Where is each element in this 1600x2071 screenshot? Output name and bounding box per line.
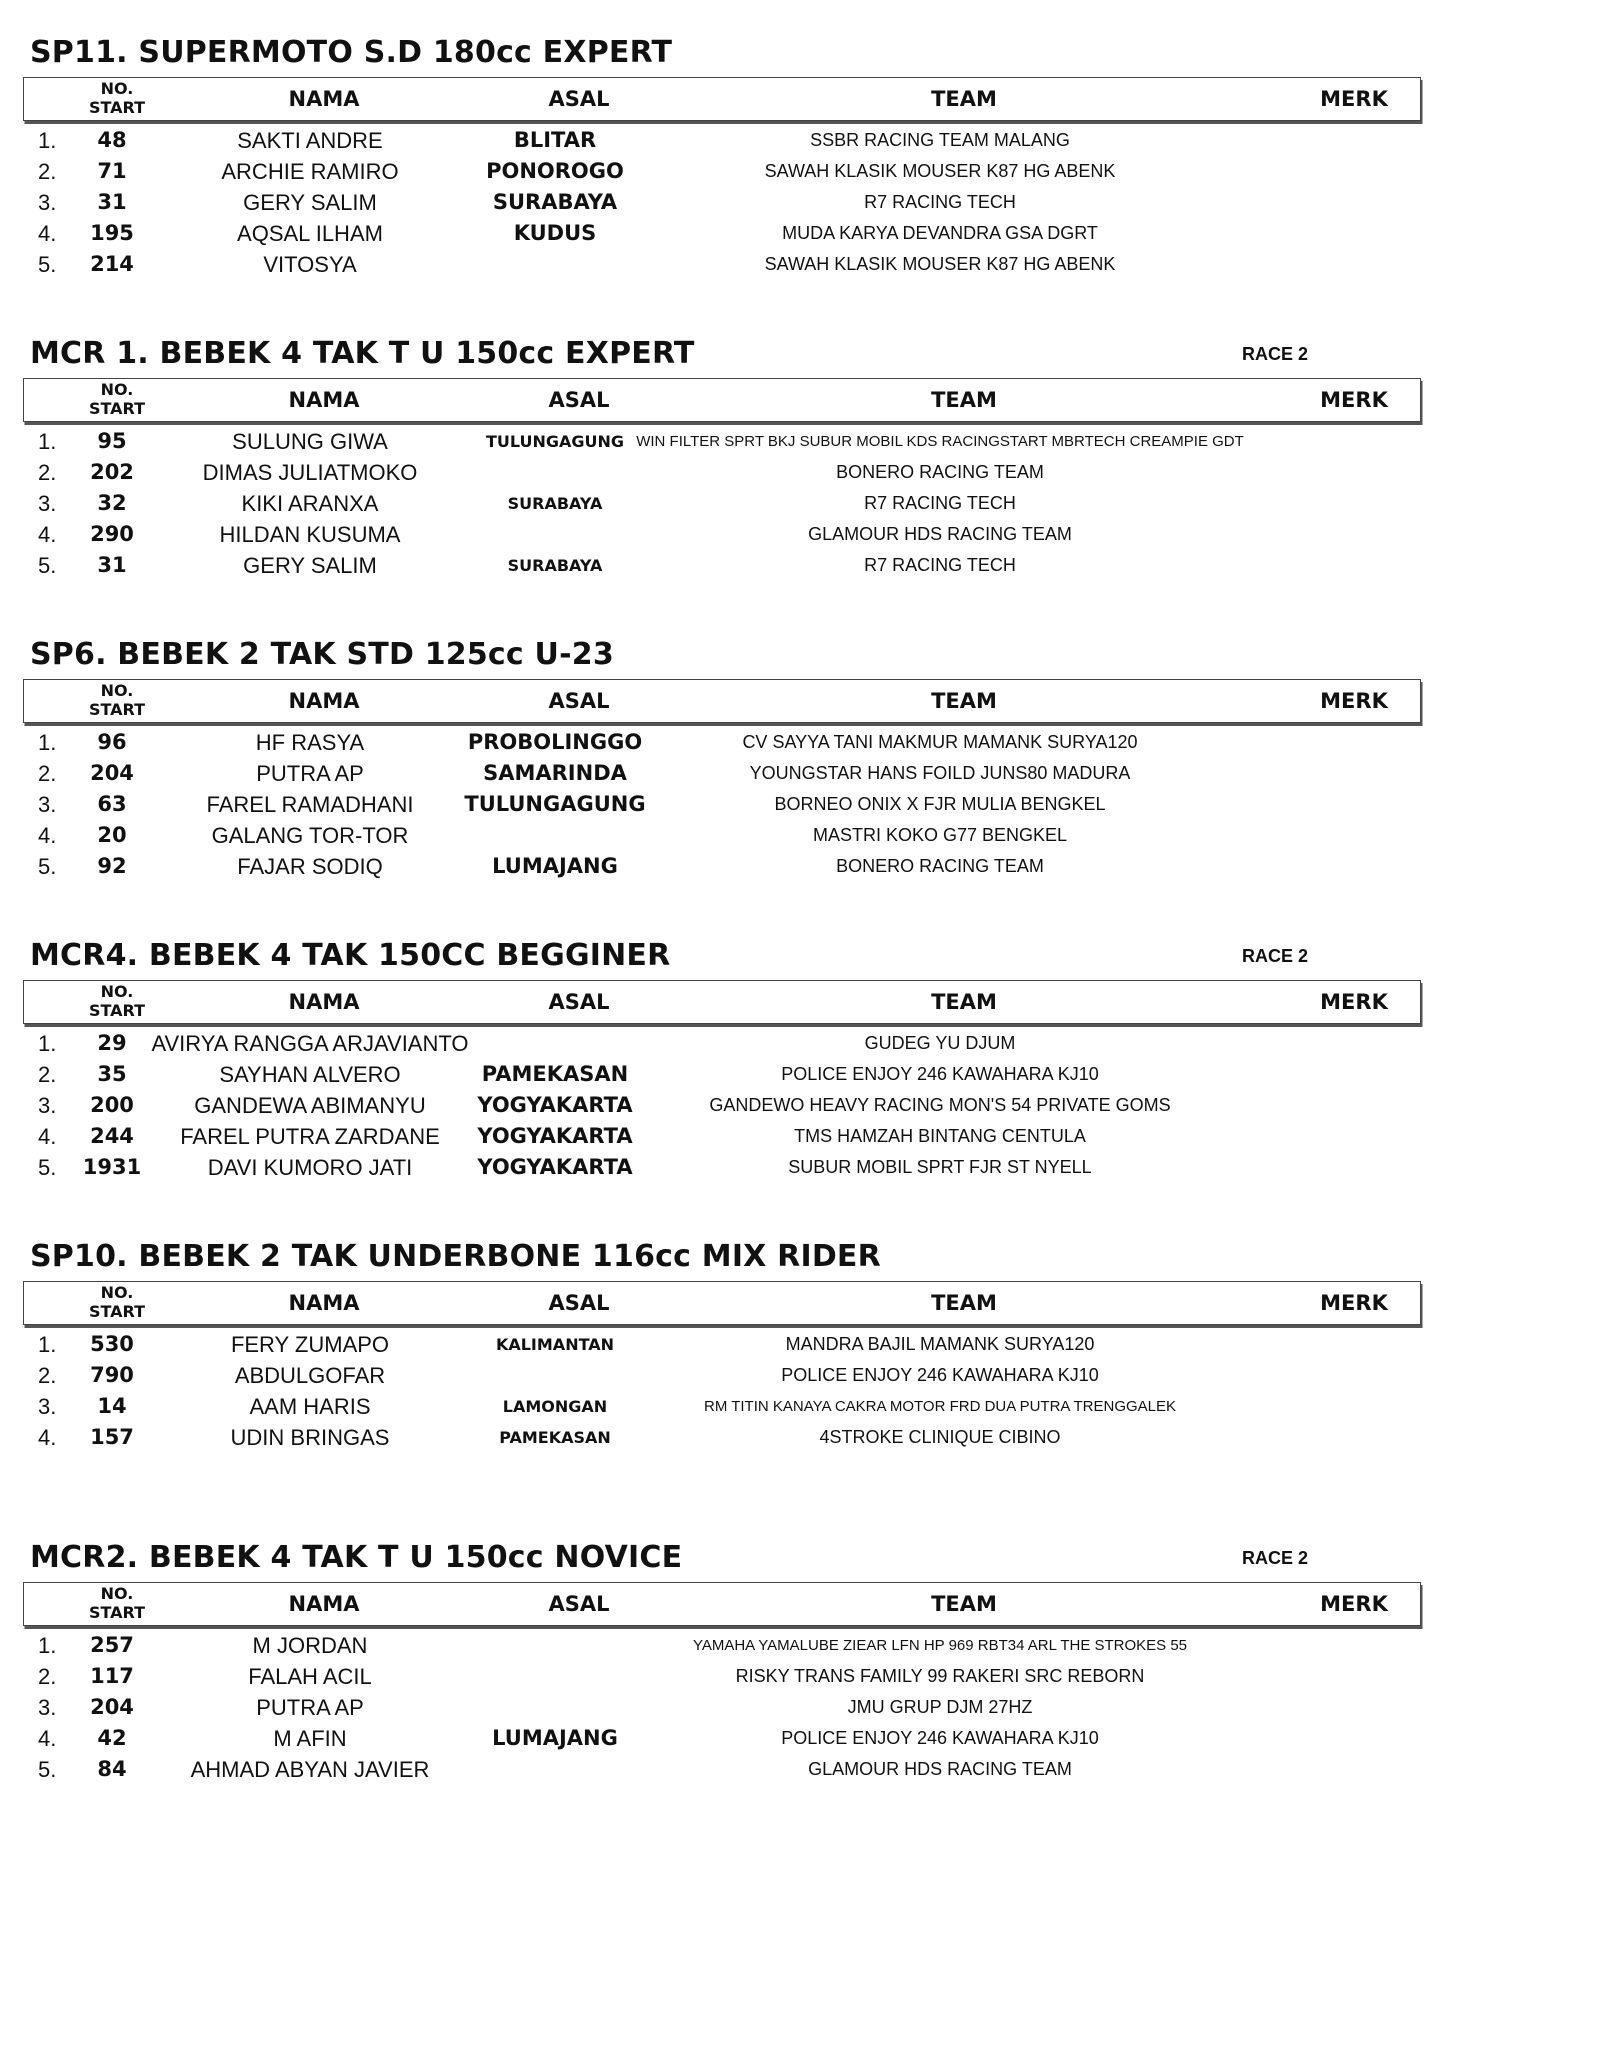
rider-team: CV SAYYA TANI MAKMUR MAMANK SURYA120	[742, 732, 1138, 752]
result-rows	[0, 426, 1600, 581]
table-row	[0, 758, 1600, 789]
rider-origin: KUDUS	[513, 221, 597, 245]
rider-team: POLICE ENJOY 246 KAWAHARA KJ10	[781, 1365, 1099, 1385]
rider-name: FERY ZUMAPO	[230, 1332, 390, 1357]
header-team: TEAM	[931, 1291, 997, 1315]
position: 5.	[38, 1757, 57, 1782]
header-no-start: NO. START	[88, 380, 146, 418]
header-asal: ASAL	[548, 689, 610, 713]
rider-team: 4STROKE CLINIQUE CIBINO	[819, 1427, 1061, 1447]
result-rows	[0, 1329, 1600, 1453]
rider-team: SAWAH KLASIK MOUSER K87 HG ABENK	[764, 161, 1116, 181]
table-row	[0, 1121, 1600, 1152]
rider-team: GANDEWO HEAVY RACING MON'S 54 PRIVATE GOMS	[709, 1095, 1171, 1115]
rider-name: GERY SALIM	[243, 553, 377, 578]
header-merk: MERK	[1320, 1291, 1388, 1315]
rider-team: SSBR RACING TEAM MALANG	[810, 130, 1070, 150]
rider-name: FAREL RAMADHANI	[206, 792, 414, 817]
table-header	[23, 378, 1421, 422]
table-row	[0, 249, 1600, 280]
header-no-start: NO. START	[88, 79, 146, 117]
header-merk: MERK	[1320, 388, 1388, 412]
rider-origin: PAMEKASAN	[499, 1428, 611, 1447]
header-asal: ASAL	[548, 87, 610, 111]
start-number: 92	[97, 854, 127, 878]
header-no-start: NO. START	[88, 681, 146, 719]
rider-team: MASTRI KOKO G77 BENGKEL	[812, 825, 1068, 845]
rider-origin: KALIMANTAN	[495, 1335, 615, 1354]
position: 3.	[38, 1695, 57, 1720]
start-number: 96	[97, 730, 127, 754]
start-number: 14	[97, 1394, 127, 1418]
rider-name: M AFIN	[273, 1726, 347, 1751]
position: 5.	[38, 854, 57, 879]
rider-origin: TULUNGAGUNG	[464, 792, 646, 816]
header-no-start: NO. START	[88, 1584, 146, 1622]
rider-name: DIMAS JULIATMOKO	[202, 460, 418, 485]
header-merk: MERK	[1320, 1592, 1388, 1616]
position: 2.	[38, 761, 57, 786]
position: 3.	[38, 1093, 57, 1118]
section-title: MCR 1. BEBEK 4 TAK T U 150cc EXPERT	[30, 336, 695, 371]
results-section-sp10	[0, 1237, 1600, 1537]
header-nama: NAMA	[288, 1291, 360, 1315]
table-row	[0, 125, 1600, 156]
start-number: 31	[97, 190, 127, 214]
position: 2.	[38, 1363, 57, 1388]
table-row	[0, 1661, 1600, 1692]
rider-origin: LUMAJANG	[492, 1726, 618, 1750]
table-header	[23, 980, 1421, 1024]
results-section-mcr2	[0, 1538, 1600, 1838]
header-merk: MERK	[1320, 87, 1388, 111]
table-row	[0, 1059, 1600, 1090]
results-section-sp11	[0, 33, 1600, 333]
start-number: 202	[90, 460, 134, 484]
rider-name: HILDAN KUSUMA	[219, 522, 401, 547]
result-rows	[0, 1028, 1600, 1183]
rider-origin: PROBOLINGGO	[467, 730, 643, 754]
header-asal: ASAL	[548, 388, 610, 412]
table-header	[23, 1582, 1421, 1626]
start-number: 32	[97, 491, 127, 515]
rider-team: TMS HAMZAH BINTANG CENTULA	[794, 1126, 1086, 1146]
table-row	[0, 1723, 1600, 1754]
rider-origin: YOGYAKARTA	[477, 1155, 633, 1179]
position: 2.	[38, 1062, 57, 1087]
rider-team: BONERO RACING TEAM	[836, 856, 1044, 876]
position: 1.	[38, 1633, 57, 1658]
results-section-mcr1	[0, 334, 1600, 634]
rider-team: GLAMOUR HDS RACING TEAM	[808, 1759, 1072, 1779]
header-asal: ASAL	[548, 1592, 610, 1616]
rider-name: UDIN BRINGAS	[230, 1425, 390, 1450]
position: 3.	[38, 792, 57, 817]
position: 3.	[38, 491, 57, 516]
results-section-sp6	[0, 635, 1600, 935]
table-row	[0, 550, 1600, 581]
start-number: 157	[90, 1425, 134, 1449]
rider-origin: SAMARINDA	[483, 761, 627, 785]
start-number: 204	[90, 761, 134, 785]
rider-origin: YOGYAKARTA	[477, 1124, 633, 1148]
result-rows	[0, 727, 1600, 882]
rider-origin: BLITAR	[513, 128, 597, 152]
header-team: TEAM	[931, 689, 997, 713]
rider-origin: LUMAJANG	[492, 854, 618, 878]
header-team: TEAM	[931, 1592, 997, 1616]
position: 4.	[38, 522, 57, 547]
rider-name: SAKTI ANDRE	[237, 128, 383, 153]
header-merk: MERK	[1320, 689, 1388, 713]
rider-team: YAMAHA YAMALUBE ZIEAR LFN HP 969 RBT34 ARL THE STROKES 55	[692, 1637, 1188, 1654]
rider-name: FALAH ACIL	[248, 1664, 372, 1689]
rider-origin: SURABAYA	[507, 556, 603, 575]
start-number: 20	[97, 823, 127, 847]
rider-name: DAVI KUMORO JATI	[207, 1155, 413, 1180]
start-number: 244	[90, 1124, 134, 1148]
start-number: 42	[97, 1726, 127, 1750]
position: 4.	[38, 1726, 57, 1751]
rider-team: RM TITIN KANAYA CAKRA MOTOR FRD DUA PUTRA TRENGGALEK	[703, 1398, 1177, 1415]
position: 2.	[38, 460, 57, 485]
rider-team: JMU GRUP DJM 27HZ	[847, 1697, 1033, 1717]
rider-name: ARCHIE RAMIRO	[221, 159, 399, 184]
rider-name: PUTRA AP	[256, 1695, 364, 1720]
position: 1.	[38, 730, 57, 755]
position: 1.	[38, 1332, 57, 1357]
header-team: TEAM	[931, 87, 997, 111]
table-row	[0, 789, 1600, 820]
rider-team: MUDA KARYA DEVANDRA GSA DGRT	[782, 223, 1098, 243]
section-title: SP10. BEBEK 2 TAK UNDERBONE 116cc MIX RIDER	[30, 1239, 881, 1274]
section-title: SP11. SUPERMOTO S.D 180cc EXPERT	[30, 35, 673, 70]
rider-name: AAM HARIS	[249, 1394, 371, 1419]
start-number: 530	[90, 1332, 134, 1356]
results-section-mcr4	[0, 936, 1600, 1236]
table-row	[0, 1422, 1600, 1453]
header-nama: NAMA	[288, 388, 360, 412]
table-row	[0, 1754, 1600, 1785]
section-title: MCR2. BEBEK 4 TAK T U 150cc NOVICE	[30, 1540, 683, 1575]
rider-team: GUDEG YU DJUM	[864, 1033, 1016, 1053]
position: 5.	[38, 252, 57, 277]
rider-name: GALANG TOR-TOR	[211, 823, 409, 848]
rider-team: SAWAH KLASIK MOUSER K87 HG ABENK	[764, 254, 1116, 274]
header-nama: NAMA	[288, 689, 360, 713]
table-row	[0, 519, 1600, 550]
position: 1.	[38, 128, 57, 153]
start-number: 48	[97, 128, 127, 152]
rider-origin: TULUNGAGUNG	[485, 432, 625, 451]
rider-team: MANDRA BAJIL MAMANK SURYA120	[785, 1334, 1095, 1354]
rider-team: R7 RACING TECH	[864, 192, 1016, 212]
header-asal: ASAL	[548, 990, 610, 1014]
header-team: TEAM	[931, 388, 997, 412]
rider-name: SULUNG GIWA	[232, 429, 388, 454]
start-number: 71	[97, 159, 127, 183]
start-number: 290	[90, 522, 134, 546]
start-number: 35	[97, 1062, 127, 1086]
start-number: 214	[90, 252, 134, 276]
position: 4.	[38, 221, 57, 246]
position: 5.	[38, 1155, 57, 1180]
table-row	[0, 156, 1600, 187]
header-nama: NAMA	[288, 1592, 360, 1616]
table-row	[0, 218, 1600, 249]
table-row	[0, 457, 1600, 488]
rider-origin: PONOROGO	[486, 159, 624, 183]
position: 2.	[38, 1664, 57, 1689]
start-number: 195	[90, 221, 134, 245]
start-number: 63	[97, 792, 127, 816]
start-number: 31	[97, 553, 127, 577]
table-row	[0, 187, 1600, 218]
start-number: 257	[90, 1633, 134, 1657]
header-team: TEAM	[931, 990, 997, 1014]
table-header	[23, 679, 1421, 723]
rider-name: FAREL PUTRA ZARDANE	[180, 1124, 440, 1149]
rider-team: R7 RACING TECH	[864, 555, 1016, 575]
table-row	[0, 1630, 1600, 1661]
start-number: 200	[90, 1093, 134, 1117]
race-tag: RACE 2	[1241, 344, 1308, 364]
result-rows	[0, 125, 1600, 280]
rider-team: R7 RACING TECH	[864, 493, 1016, 513]
rider-name: SAYHAN ALVERO	[219, 1062, 401, 1087]
rider-name: AHMAD ABYAN JAVIER	[190, 1757, 430, 1782]
header-asal: ASAL	[548, 1291, 610, 1315]
table-row	[0, 1692, 1600, 1723]
rider-origin: SURABAYA	[492, 190, 618, 214]
rider-origin: YOGYAKARTA	[477, 1093, 633, 1117]
rider-origin: SURABAYA	[507, 494, 603, 513]
position: 1.	[38, 429, 57, 454]
rider-team: BONERO RACING TEAM	[836, 462, 1044, 482]
section-title: MCR4. BEBEK 4 TAK 150CC BEGGINER	[30, 938, 671, 973]
rider-team: POLICE ENJOY 246 KAWAHARA KJ10	[781, 1064, 1099, 1084]
start-number: 790	[90, 1363, 134, 1387]
table-row	[0, 1028, 1600, 1059]
position: 3.	[38, 1394, 57, 1419]
rider-team: POLICE ENJOY 246 KAWAHARA KJ10	[781, 1728, 1099, 1748]
position: 4.	[38, 1124, 57, 1149]
race-tag: RACE 2	[1241, 1548, 1308, 1568]
rider-team: BORNEO ONIX X FJR MULIA BENGKEL	[774, 794, 1106, 814]
header-nama: NAMA	[288, 990, 360, 1014]
rider-team: SUBUR MOBIL SPRT FJR ST NYELL	[788, 1157, 1092, 1177]
header-nama: NAMA	[288, 87, 360, 111]
table-row	[0, 851, 1600, 882]
rider-name: KIKI ARANXA	[241, 491, 379, 516]
result-rows	[0, 1630, 1600, 1785]
rider-team: WIN FILTER SPRT BKJ SUBUR MOBIL KDS RACINGSTART MBRTECH CREAMPIE GDT	[636, 433, 1244, 450]
table-row	[0, 1360, 1600, 1391]
rider-name: AQSAL ILHAM	[237, 221, 383, 246]
rider-name: FAJAR SODIQ	[237, 854, 383, 879]
race-tag: RACE 2	[1241, 946, 1308, 966]
table-row	[0, 1152, 1600, 1183]
position: 2.	[38, 159, 57, 184]
rider-name: AVIRYA RANGGA ARJAVIANTO	[151, 1031, 469, 1056]
table-header	[23, 77, 1421, 121]
rider-team: YOUNGSTAR HANS FOILD JUNS80 MADURA	[749, 763, 1131, 783]
start-number: 1931	[82, 1155, 142, 1179]
rider-name: PUTRA AP	[256, 761, 364, 786]
rider-team: RISKY TRANS FAMILY 99 RAKERI SRC REBORN	[735, 1666, 1145, 1686]
rider-name: GERY SALIM	[243, 190, 377, 215]
rider-origin: PAMEKASAN	[481, 1062, 629, 1086]
position: 5.	[38, 553, 57, 578]
table-row	[0, 1329, 1600, 1360]
position: 4.	[38, 823, 57, 848]
table-row	[0, 727, 1600, 758]
table-header	[23, 1281, 1421, 1325]
start-number: 84	[97, 1757, 127, 1781]
rider-name: M JORDAN	[252, 1633, 368, 1658]
rider-name: ABDULGOFAR	[234, 1363, 386, 1388]
position: 1.	[38, 1031, 57, 1056]
table-row	[0, 426, 1600, 457]
table-row	[0, 1090, 1600, 1121]
rider-team: GLAMOUR HDS RACING TEAM	[808, 524, 1072, 544]
rider-origin: LAMONGAN	[502, 1397, 608, 1416]
header-merk: MERK	[1320, 990, 1388, 1014]
table-row	[0, 1391, 1600, 1422]
header-no-start: NO. START	[88, 982, 146, 1020]
section-title: SP6. BEBEK 2 TAK STD 125cc U-23	[30, 637, 614, 672]
position: 4.	[38, 1425, 57, 1450]
start-number: 95	[97, 429, 127, 453]
rider-name: GANDEWA ABIMANYU	[194, 1093, 426, 1118]
position: 3.	[38, 190, 57, 215]
start-number: 29	[97, 1031, 127, 1055]
table-row	[0, 820, 1600, 851]
start-number: 117	[90, 1664, 134, 1688]
rider-name: VITOSYA	[263, 252, 357, 277]
rider-name: HF RASYA	[255, 730, 365, 755]
header-no-start: NO. START	[88, 1283, 146, 1321]
start-number: 204	[90, 1695, 134, 1719]
table-row	[0, 488, 1600, 519]
